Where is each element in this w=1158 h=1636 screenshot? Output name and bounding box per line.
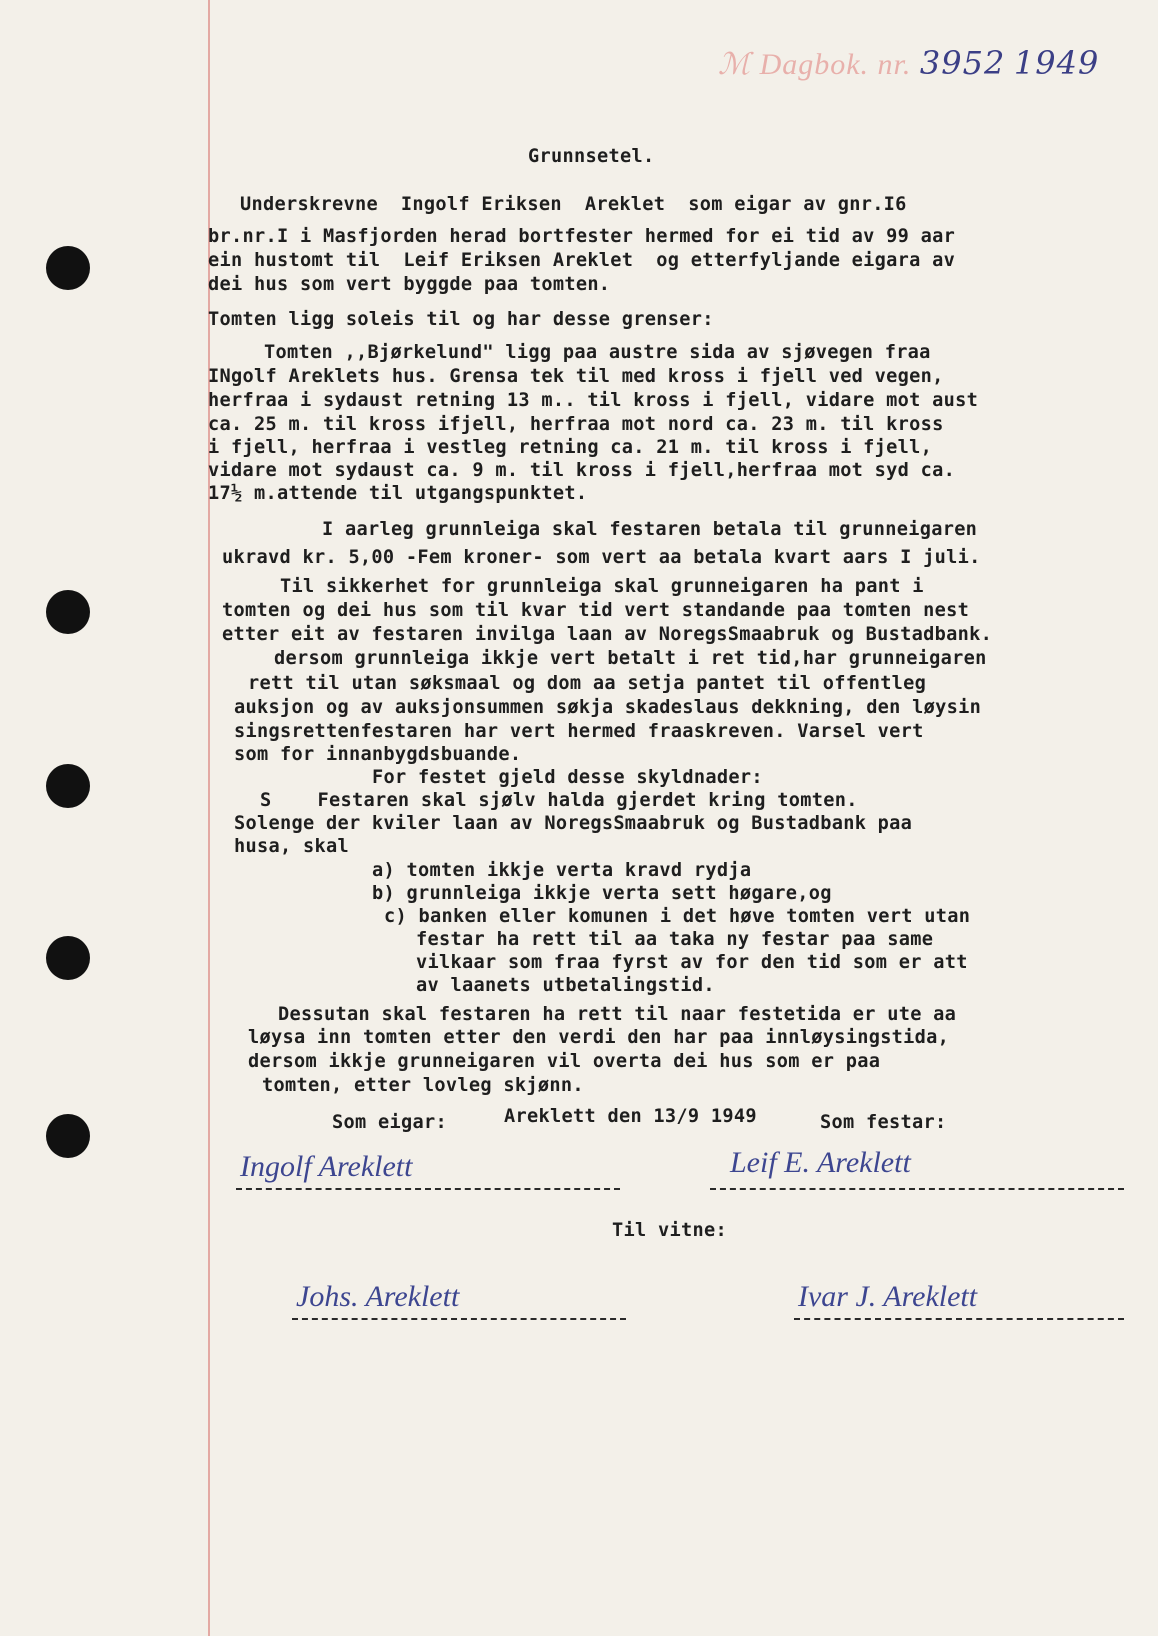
text-line: husa, skal [234,836,349,857]
text-line: Tomten ,,Bjørkelund" ligg paa austre sida av sjøvegen fraa [264,342,931,363]
signature-line [292,1318,626,1320]
text-line: i fjell, herfraa i vestleg retning ca. 21 m. til kross i fjell, [208,437,933,458]
text-line: tomten og dei hus som til kvar tid vert standande paa tomten nest [222,600,970,621]
text-line: Tomten ligg soleis til og har desse grenser: [208,309,714,330]
signature-line [236,1188,620,1190]
entry-year: 1949 [1013,44,1100,82]
punch-hole [46,1114,90,1158]
text-line: auksjon og av auksjonsummen søkja skadeslaus dekkning, den løysin [234,697,982,718]
place-date: Areklett den 13/9 1949 [504,1106,757,1127]
owner-label: Som eigar: [332,1112,447,1133]
text-line: S Festaren skal sjølv halda gjerdet kring tomten. [260,790,858,811]
text-line: dersom ikkje grunneigaren vil overta dei hus som er paa [248,1051,881,1072]
document-title: Grunnsetel. [528,146,655,167]
witness-signature-1: Johs. Areklett [296,1280,460,1313]
text-line: vilkaar som fraa fyrst av for den tid som er att [416,952,968,973]
text-line: Underskrevne Ingolf Eriksen Areklet som eigar av gnr.I6 [240,194,907,215]
text-line: ein hustomt til Leif Eriksen Areklet og etterfyljande eigara av [208,250,956,271]
signature-line [710,1188,1124,1190]
tenant-label: Som festar: [820,1112,947,1133]
punch-hole [46,246,90,290]
punch-hole [46,764,90,808]
list-item: a) tomten ikkje verta kravd rydja [372,860,752,881]
text-line: For festet gjeld desse skyldnader: [372,767,763,788]
text-line: festar ha rett til aa taka ny festar paa same [416,929,934,950]
text-line: av laanets utbetalingstid. [416,975,715,996]
stamp-prefix: ℳ Dagbok. nr. [718,48,912,81]
text-line: INgolf Areklets hus. Grensa tek til med kross i fjell ved vegen, [208,366,944,387]
text-line: br.nr.I i Masfjorden herad bortfester hermed for ei tid av 99 aar [208,226,956,247]
text-line: etter eit av festaren invilga laan av NoregsSmaabruk og Bustadbank. [222,624,993,645]
witness-signature-2: Ivar J. Areklett [798,1280,978,1313]
text-line: som for innanbygdsbuande. [234,744,522,765]
witness-label: Til vitne: [612,1220,727,1241]
text-line: dei hus som vert byggde paa tomten. [208,274,611,295]
entry-number: 3952 [919,44,1006,82]
text-line: Til sikkerhet for grunnleiga skal grunneigaren ha pant i [280,576,924,597]
text-line: tomten, etter lovleg skjønn. [262,1075,584,1096]
text-line: singsrettenfestaren har vert hermed fraaskreven. Varsel vert [234,721,924,742]
text-line: I aarleg grunnleiga skal festaren betala til grunneigaren [322,519,978,540]
text-line: Solenge der kviler laan av NoregsSmaabruk og Bustadbank paa [234,813,913,834]
owner-signature: Ingolf Areklett [240,1150,413,1183]
punch-hole [46,590,90,634]
text-line: Dessutan skal festaren ha rett til naar festetida er ute aa [278,1004,957,1025]
text-line: rett til utan søksmaal og dom aa setja pantet til offentleg [248,673,927,694]
list-item: b) grunnleiga ikkje verta sett høgare,og [372,883,832,904]
text-line: ukravd kr. 5,00 -Fem kroner- som vert aa betala kvart aars I juli. [222,547,981,568]
text-line: 17½ m.attende til utgangspunktet. [208,483,588,504]
list-item: c) banken eller komunen i det høve tomten vert utan [384,906,971,927]
text-line: dersom grunnleiga ikkje vert betalt i ret tid,har grunneigaren [274,648,987,669]
punch-hole [46,936,90,980]
text-line: ca. 25 m. til kross ifjell, herfraa mot nord ca. 23 m. til kross [208,414,944,435]
tenant-signature: Leif E. Areklett [730,1146,911,1179]
signature-line [794,1318,1124,1320]
text-line: løysa inn tomten etter den verdi den har paa innløysingstida, [248,1027,950,1048]
text-line: vidare mot sydaust ca. 9 m. til kross i fjell,herfraa mot syd ca. [208,460,956,481]
journal-stamp [718,44,1099,82]
text-line: herfraa i sydaust retning 13 m.. til kross i fjell, vidare mot aust [208,390,979,411]
